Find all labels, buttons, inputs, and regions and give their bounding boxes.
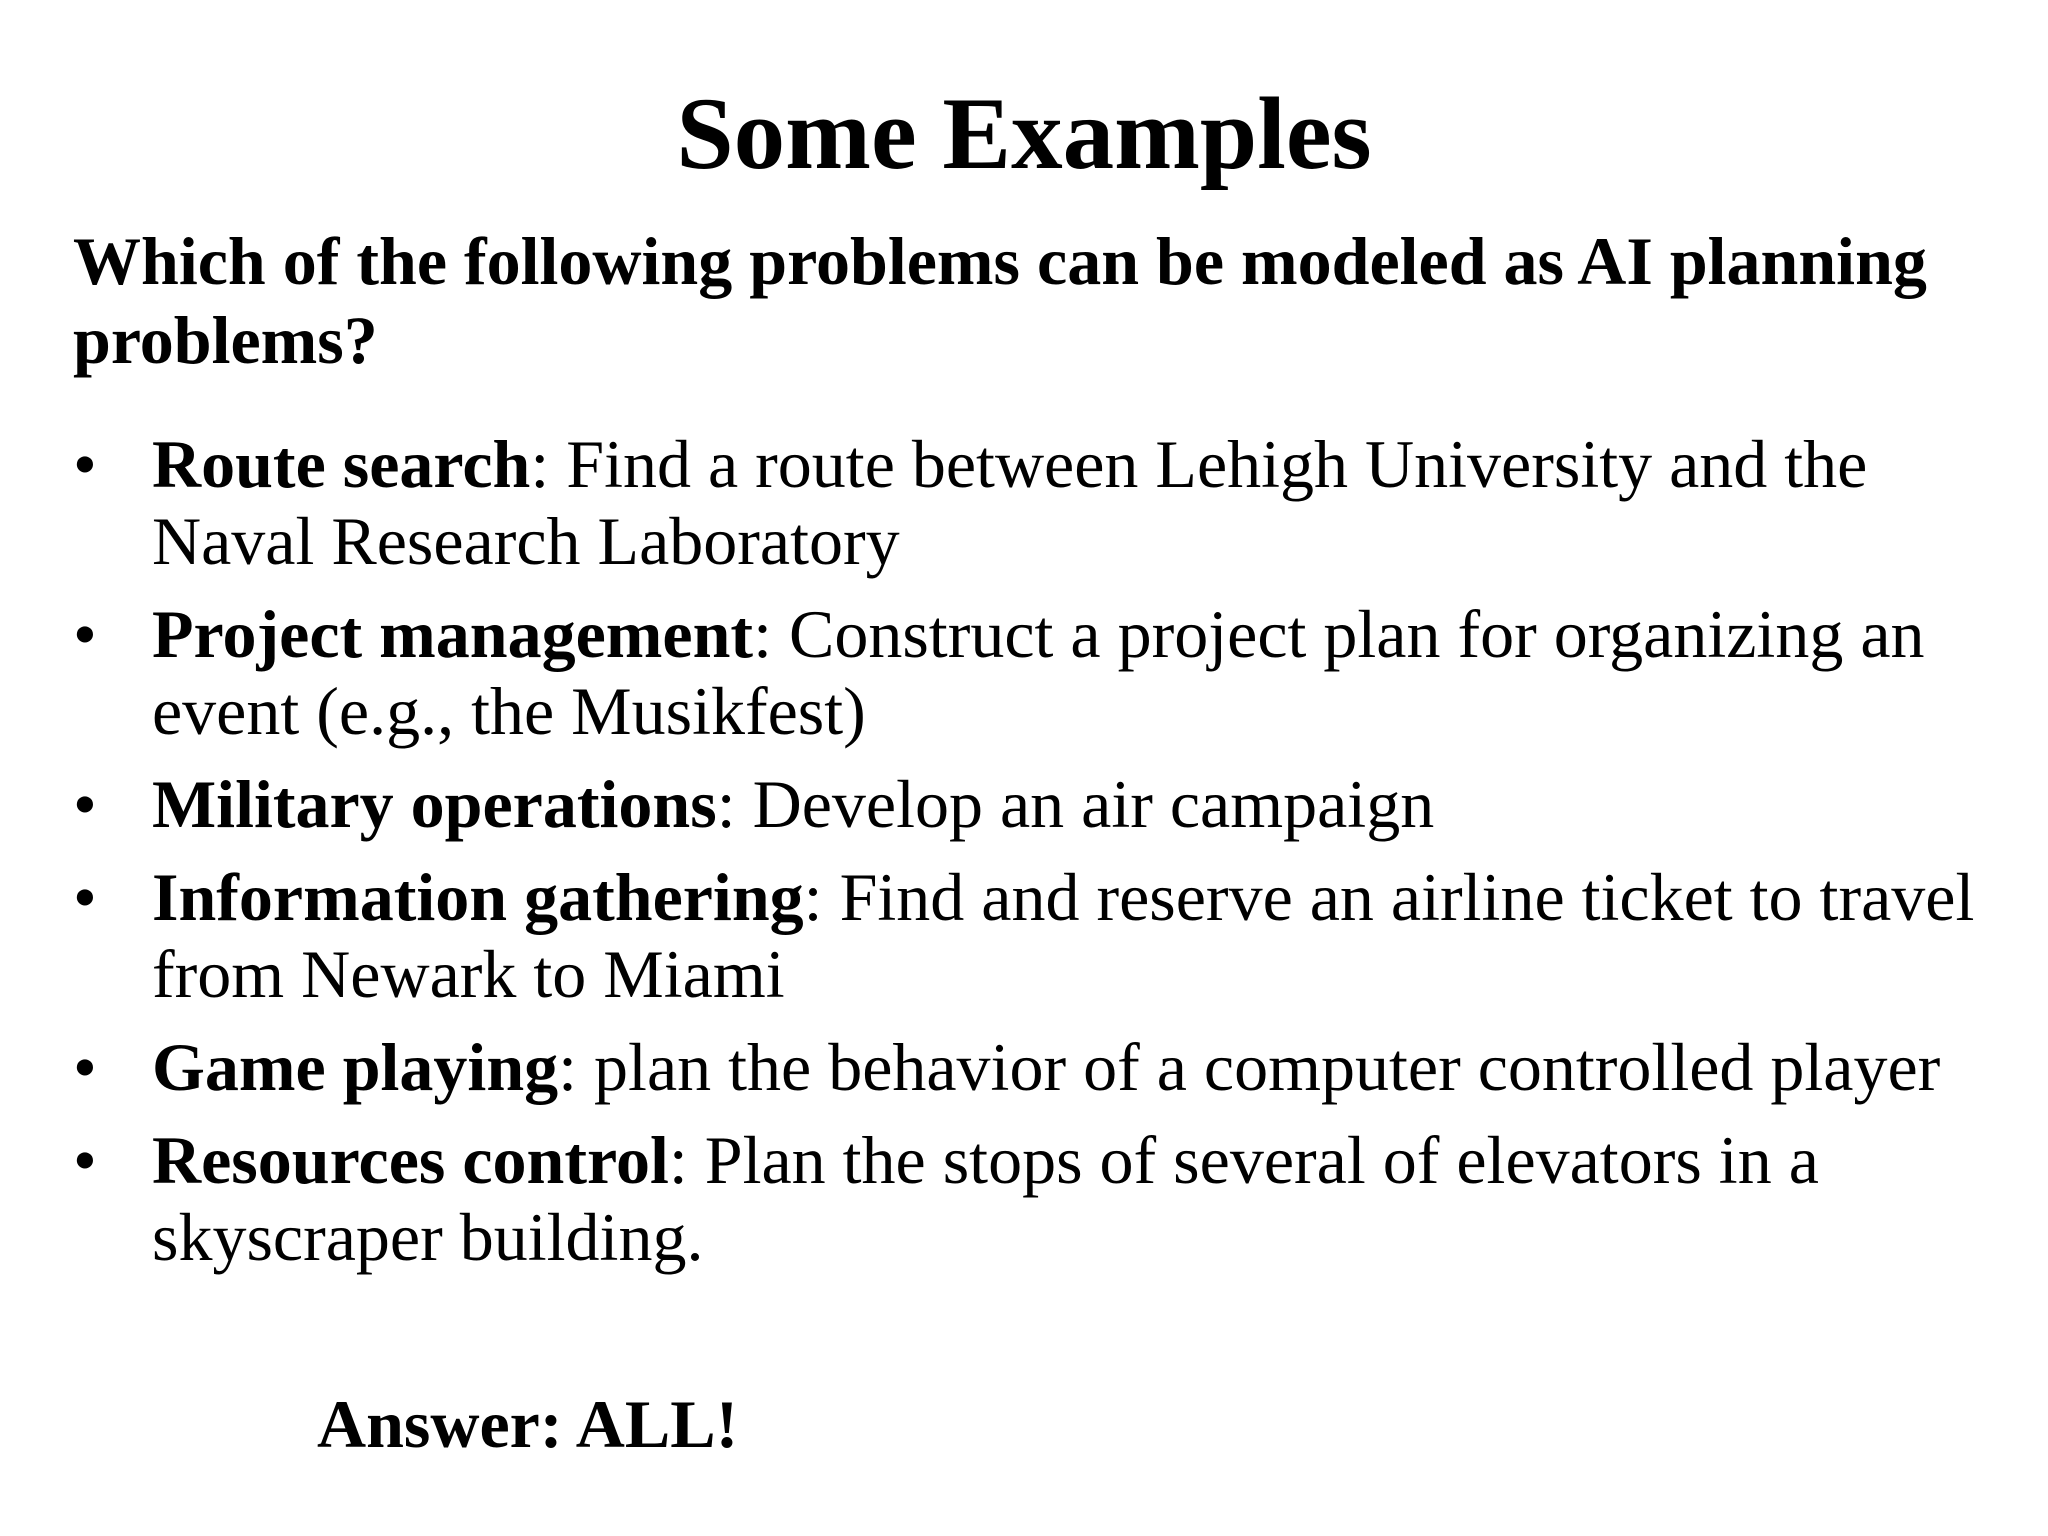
term-separator: : xyxy=(668,1122,688,1198)
example-route-search xyxy=(73,426,1993,580)
example-list xyxy=(73,426,1993,1292)
example-term: Information gathering xyxy=(152,859,804,935)
example-description: Plan the stops of several of elevators in a skyscraper building. xyxy=(152,1122,1819,1275)
bullet-icon: • xyxy=(73,1029,97,1105)
bullet-icon: • xyxy=(73,426,97,502)
term-separator: : xyxy=(558,1029,578,1105)
example-description: Find a route between Lehigh University and the Naval Research Laboratory xyxy=(152,426,1868,579)
example-term: Military operations xyxy=(152,766,717,842)
bullet-icon: • xyxy=(73,859,97,935)
example-description: Develop an air campaign xyxy=(735,766,1435,842)
example-project-management xyxy=(73,596,1993,750)
bullet-icon: • xyxy=(73,766,97,842)
example-resources-control xyxy=(73,1122,1993,1276)
term-separator: : xyxy=(803,859,823,935)
bullet-icon: • xyxy=(73,596,97,672)
bullet-icon: • xyxy=(73,1122,97,1198)
example-term: Project management xyxy=(152,596,754,672)
term-separator: : xyxy=(753,596,772,672)
example-term: Route search xyxy=(152,426,531,502)
example-description: Find and reserve an airline ticket to travel from Newark to Miami xyxy=(152,859,1975,1012)
example-game-playing xyxy=(73,1029,1993,1106)
term-separator: : xyxy=(716,766,736,842)
example-information-gathering xyxy=(73,859,1993,1013)
question-text: Which of the following problems can be modeled as AI planning problems? xyxy=(73,223,1927,378)
example-description: Construct a project plan for organizing an event (e.g., the Musikfest) xyxy=(152,596,1925,749)
slide-title: Some Examples xyxy=(676,77,1372,191)
example-military-operations xyxy=(73,766,1993,843)
example-term: Game playing xyxy=(152,1029,559,1105)
answer-text: Answer: ALL! xyxy=(317,1386,739,1462)
term-separator: : xyxy=(530,426,550,502)
example-term: Resources control xyxy=(152,1122,669,1198)
example-description: plan the behavior of a computer controlled player xyxy=(577,1029,1941,1105)
